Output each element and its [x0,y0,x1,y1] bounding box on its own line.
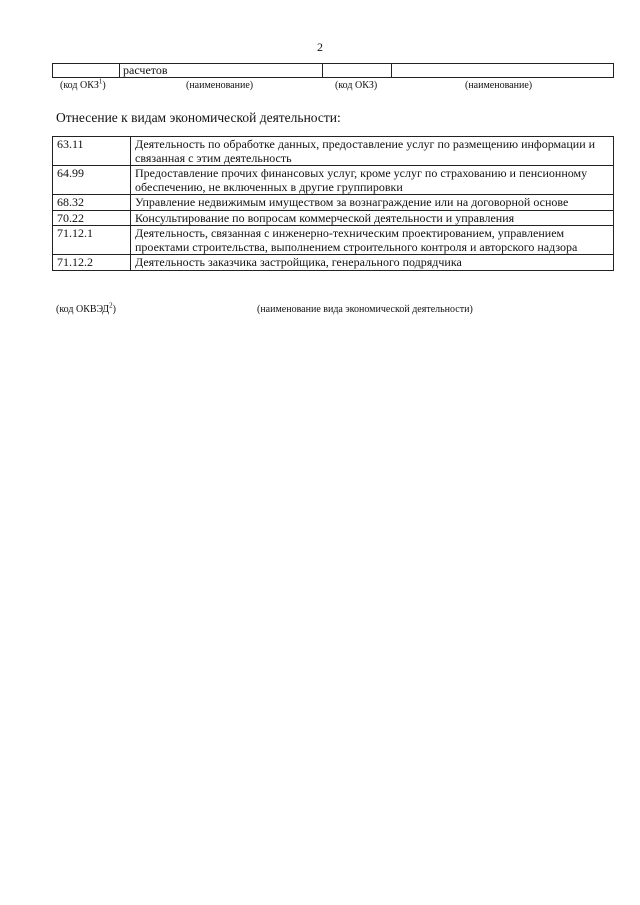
okz-captions [52,77,613,94]
okved-code: 68.32 [53,195,131,211]
okved-name: Консультирование по вопросам коммерческой деятельности и управления [131,210,614,226]
table-row [53,226,614,255]
okz-name-cell-2 [392,64,614,78]
okz-code-caption-2: (код ОКЗ) [335,80,378,91]
table-row [53,195,614,211]
okved-code: 63.11 [53,137,131,166]
okz-name-cell-1: расчетов [120,64,323,78]
okz-code-cell-2 [323,64,392,78]
page-number: 2 [317,40,323,54]
okved-code: 64.99 [53,166,131,195]
okz-row [53,64,614,78]
okved-code: 71.12.1 [53,226,131,255]
okved-captions [52,301,613,318]
okz-code-caption-1: (код ОКЗ$^1$) [60,77,106,91]
table-row [53,166,614,195]
okved-code: 71.12.2 [53,255,131,271]
okz-name-caption-1: (наименование) [186,80,254,91]
okved-section-heading: Отнесение к видам экономической деятельности: [56,110,341,125]
okz-code-cell-1 [53,64,120,78]
okz-name-caption-2: (наименование) [465,80,533,91]
okved-name: Деятельность, связанная с инженерно-техническим проектированием, управлением проектами строительства, выполнением строительного контроля и авторского надзора [131,226,614,255]
okved-name: Предоставление прочих финансовых услуг, кроме услуг по страхованию и пенсионному обеспечению, не включенных в другие группировки [131,166,614,195]
okved-name-caption: (наименование вида экономической деятельности) [257,304,473,315]
okved-code: 70.22 [53,210,131,226]
table-row [53,137,614,166]
okved-name: Деятельность заказчика застройщика, генерального подрядчика [131,255,614,271]
okved-name: Деятельность по обработке данных, предоставление услуг по размещению информации и связанная с этим деятельность [131,137,614,166]
okved-table [52,136,614,271]
table-row [53,210,614,226]
okved-name: Управление недвижимым имуществом за вознаграждение или на договорной основе [131,195,614,211]
okved-code-caption: (код ОКВЭД$^2$) [56,301,116,315]
okz-table [52,63,614,78]
table-row [53,255,614,271]
